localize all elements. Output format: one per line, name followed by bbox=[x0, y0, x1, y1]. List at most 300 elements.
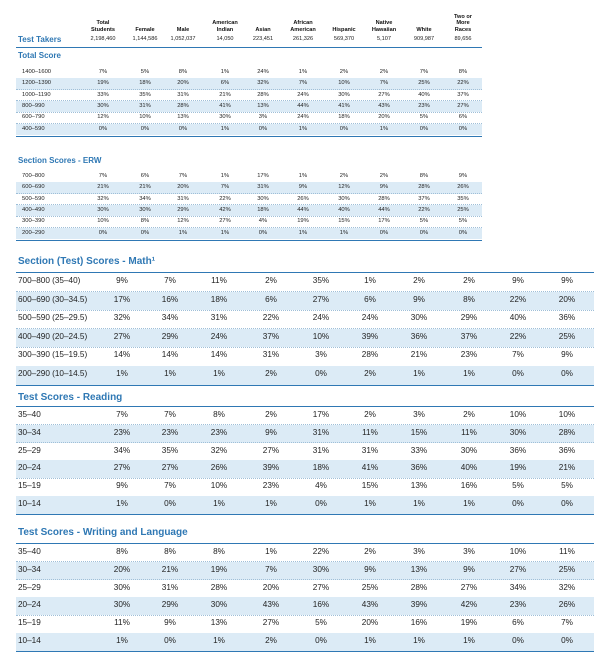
row-label: 200–290 bbox=[22, 229, 45, 236]
column-header bbox=[161, 27, 205, 33]
row-label: 1200–1390 bbox=[22, 80, 52, 87]
table-cell: 20% bbox=[361, 618, 379, 628]
table-cell: 3% bbox=[413, 547, 425, 556]
table-cell: 7% bbox=[561, 618, 573, 628]
table-cell: 2% bbox=[339, 173, 349, 179]
table-cell: 20% bbox=[113, 564, 131, 574]
table-cell: 15% bbox=[410, 427, 428, 437]
table-cell: 21% bbox=[219, 91, 231, 98]
table-cell: 30% bbox=[97, 206, 109, 213]
table-cell: 9% bbox=[561, 276, 573, 285]
table-cell: 21% bbox=[161, 564, 179, 574]
table-cell: 8% bbox=[213, 410, 225, 419]
test-takers-value: 261,326 bbox=[292, 36, 314, 42]
table-cell: 8% bbox=[140, 218, 150, 225]
table-cell: 1% bbox=[116, 499, 128, 508]
table-cell: 7% bbox=[419, 69, 429, 75]
table-cell: 30% bbox=[113, 600, 131, 610]
table-cell: 9% bbox=[164, 618, 176, 628]
test-takers-value: 14,050 bbox=[216, 36, 234, 42]
row-label: 30–34 bbox=[18, 564, 41, 574]
table-cell: 27% bbox=[113, 331, 131, 341]
table-cell: 41% bbox=[361, 463, 379, 473]
table-cell: 8% bbox=[164, 547, 176, 556]
table-cell: 18% bbox=[312, 463, 330, 473]
table-cell: 27% bbox=[378, 91, 390, 98]
table-cell: 25% bbox=[558, 331, 576, 341]
table-cell: 0% bbox=[458, 125, 468, 132]
table-cell: 1% bbox=[164, 369, 176, 378]
table-cell: 30% bbox=[312, 564, 330, 574]
table-cell: 18% bbox=[139, 80, 151, 87]
table-cell: 13% bbox=[257, 102, 269, 109]
divider bbox=[16, 136, 482, 137]
row-label: 600–690 (30–34.5) bbox=[18, 294, 88, 304]
column-header-line: Races bbox=[454, 26, 472, 33]
table-cell: 9% bbox=[116, 276, 128, 285]
table-cell: 12% bbox=[97, 114, 109, 121]
row-label: 500–590 (25–29.5) bbox=[18, 313, 88, 323]
table-cell: 0% bbox=[140, 125, 150, 132]
table-cell: 22% bbox=[219, 195, 231, 202]
table-cell: 24% bbox=[312, 313, 330, 323]
table-cell: 1% bbox=[413, 369, 425, 378]
table-cell: 1% bbox=[213, 499, 225, 508]
table-cell: 11% bbox=[461, 427, 477, 437]
table-cell: 41% bbox=[338, 102, 350, 109]
test-takers-value: 909,987 bbox=[413, 36, 435, 42]
table-cell: 0% bbox=[512, 499, 524, 508]
column-header bbox=[281, 20, 325, 33]
column-header-line: Male bbox=[176, 26, 190, 33]
table-cell: 1% bbox=[213, 369, 225, 378]
table-cell: 0% bbox=[178, 125, 188, 132]
table-cell: 2% bbox=[265, 410, 277, 419]
table-cell: 1% bbox=[463, 636, 475, 645]
table-cell: 8% bbox=[178, 69, 188, 75]
table-cell: 0% bbox=[339, 125, 349, 132]
table-cell: 6% bbox=[512, 618, 524, 628]
table-cell: 1% bbox=[339, 229, 349, 236]
table-cell: 7% bbox=[116, 410, 128, 419]
table-cell: 37% bbox=[457, 91, 469, 98]
table-cell: 0% bbox=[315, 499, 327, 508]
table-cell: 39% bbox=[410, 600, 428, 610]
table-cell: 15% bbox=[338, 218, 350, 225]
table-cell: 27% bbox=[457, 102, 469, 109]
table-cell: 13% bbox=[210, 618, 228, 628]
column-header bbox=[81, 20, 125, 33]
table-cell: 18% bbox=[338, 114, 350, 121]
table-cell: 0% bbox=[98, 229, 108, 236]
table-cell: 1% bbox=[265, 499, 277, 508]
table-cell: 40% bbox=[338, 206, 350, 213]
table-cell: 4% bbox=[258, 218, 268, 225]
table-cell: 9% bbox=[379, 184, 389, 191]
table-cell: 23% bbox=[210, 427, 228, 437]
table-cell: 10% bbox=[509, 410, 527, 419]
row-label: 700–800 (35–40) bbox=[18, 276, 81, 285]
table-cell: 17% bbox=[113, 294, 131, 304]
column-header-line: American bbox=[290, 26, 316, 33]
table-cell: 43% bbox=[361, 600, 379, 610]
table-cell: 0% bbox=[315, 636, 327, 645]
table-cell: 9% bbox=[463, 564, 475, 574]
table-cell: 22% bbox=[312, 547, 330, 556]
row-label: 20–24 bbox=[18, 463, 41, 473]
divider bbox=[16, 47, 482, 48]
table-cell: 40% bbox=[418, 91, 430, 98]
table-cell: 0% bbox=[419, 125, 429, 132]
table-cell: 2% bbox=[265, 636, 277, 645]
table-cell: 0% bbox=[512, 369, 524, 378]
table-cell: 13% bbox=[410, 564, 428, 574]
table-cell: 1% bbox=[364, 276, 376, 285]
table-cell: 29% bbox=[177, 206, 189, 213]
table-cell: 20% bbox=[177, 184, 189, 191]
table-cell: 31% bbox=[210, 313, 228, 323]
table-cell: 15% bbox=[361, 481, 379, 491]
table-cell: 18% bbox=[210, 294, 228, 304]
table-cell: 34% bbox=[161, 313, 179, 323]
table-cell: 5% bbox=[315, 618, 327, 628]
table-cell: 10% bbox=[338, 80, 350, 87]
table-cell: 32% bbox=[257, 80, 269, 87]
column-header-line: Asian bbox=[255, 26, 271, 33]
table-cell: 42% bbox=[219, 206, 231, 213]
column-header bbox=[362, 20, 406, 33]
table-cell: 31% bbox=[262, 350, 280, 360]
table-cell: 1% bbox=[364, 499, 376, 508]
row-label: 700–800 bbox=[22, 173, 45, 179]
table-cell: 0% bbox=[258, 125, 268, 132]
table-cell: 0% bbox=[419, 229, 429, 236]
table-cell: 2% bbox=[463, 410, 475, 419]
table-cell: 5% bbox=[512, 481, 524, 491]
table-cell: 30% bbox=[338, 91, 350, 98]
table-cell: 21% bbox=[97, 184, 109, 191]
table-cell: 35% bbox=[139, 91, 151, 98]
table-cell: 44% bbox=[378, 206, 390, 213]
table-cell: 9% bbox=[413, 294, 425, 304]
table-cell: 30% bbox=[509, 427, 527, 437]
table-cell: 20% bbox=[262, 582, 280, 592]
table-cell: 0% bbox=[258, 229, 268, 236]
table-cell: 7% bbox=[164, 276, 176, 285]
table-cell: 16% bbox=[410, 618, 428, 628]
table-cell: 10% bbox=[312, 331, 330, 341]
table-cell: 1% bbox=[413, 499, 425, 508]
column-header-line: Total bbox=[96, 20, 110, 27]
table-cell: 2% bbox=[413, 276, 425, 285]
table-cell: 2% bbox=[265, 276, 277, 285]
column-header-line: More bbox=[456, 20, 470, 27]
table-cell: 21% bbox=[558, 463, 576, 473]
column-header-line: Female bbox=[135, 26, 155, 33]
table-cell: 0% bbox=[379, 229, 389, 236]
table-cell: 7% bbox=[164, 481, 176, 491]
table-cell: 5% bbox=[458, 218, 468, 225]
table-cell: 13% bbox=[177, 114, 189, 121]
table-cell: 1% bbox=[213, 636, 225, 645]
table-cell: 7% bbox=[164, 410, 176, 419]
table-cell: 21% bbox=[139, 184, 151, 191]
table-cell: 7% bbox=[98, 173, 108, 179]
column-header-line: African bbox=[293, 20, 313, 27]
table-cell: 22% bbox=[457, 80, 469, 87]
row-label: 600–690 bbox=[22, 184, 45, 191]
table-cell: 10% bbox=[210, 481, 228, 491]
table-cell: 7% bbox=[98, 69, 108, 75]
table-cell: 30% bbox=[97, 102, 109, 109]
table-cell: 31% bbox=[139, 102, 151, 109]
table-cell: 35% bbox=[161, 445, 179, 455]
table-cell: 0% bbox=[512, 636, 524, 645]
test-takers-label: Test Takers bbox=[18, 35, 62, 44]
table-cell: 6% bbox=[220, 80, 230, 87]
table-cell: 30% bbox=[210, 600, 228, 610]
table-cell: 28% bbox=[210, 582, 228, 592]
table-cell: 43% bbox=[262, 600, 280, 610]
column-header-line: Two or bbox=[454, 13, 472, 20]
row-label: 35–40 bbox=[18, 547, 41, 556]
table-cell: 1% bbox=[178, 229, 188, 236]
table-cell: 2% bbox=[364, 547, 376, 556]
table-cell: 4% bbox=[315, 481, 327, 491]
table-cell: 36% bbox=[410, 463, 428, 473]
table-cell: 1% bbox=[220, 125, 230, 132]
table-cell: 32% bbox=[210, 445, 228, 455]
table-cell: 1% bbox=[298, 125, 308, 132]
table-cell: 24% bbox=[297, 91, 309, 98]
table-cell: 1% bbox=[364, 636, 376, 645]
table-cell: 28% bbox=[361, 350, 379, 360]
section-title-reading: Test Scores - Reading bbox=[18, 392, 123, 403]
table-cell: 2% bbox=[339, 69, 349, 75]
table-cell: 10% bbox=[97, 218, 109, 225]
table-cell: 20% bbox=[558, 294, 576, 304]
table-cell: 34% bbox=[509, 582, 527, 592]
table-cell: 10% bbox=[509, 547, 527, 556]
row-label: 300–390 bbox=[22, 218, 45, 225]
table-cell: 23% bbox=[460, 350, 478, 360]
table-cell: 19% bbox=[97, 80, 109, 87]
table-cell: 27% bbox=[262, 618, 280, 628]
table-cell: 27% bbox=[113, 463, 131, 473]
test-takers-value: 1,052,037 bbox=[170, 36, 196, 42]
row-label: 15–19 bbox=[18, 618, 41, 628]
table-cell: 1% bbox=[379, 125, 389, 132]
table-cell: 0% bbox=[561, 499, 573, 508]
table-cell: 23% bbox=[161, 427, 179, 437]
row-label: 25–29 bbox=[18, 445, 41, 455]
table-cell: 1% bbox=[298, 173, 308, 179]
table-cell: 37% bbox=[460, 331, 478, 341]
table-cell: 21% bbox=[410, 350, 428, 360]
table-cell: 6% bbox=[140, 173, 150, 179]
table-cell: 0% bbox=[164, 499, 176, 508]
table-cell: 1% bbox=[298, 229, 308, 236]
table-cell: 44% bbox=[297, 102, 309, 109]
table-cell: 36% bbox=[410, 331, 428, 341]
column-header-line: Students bbox=[91, 26, 115, 33]
table-cell: 24% bbox=[297, 114, 309, 121]
table-cell: 1% bbox=[298, 69, 308, 75]
table-cell: 31% bbox=[361, 445, 379, 455]
column-header-line: Indian bbox=[216, 26, 234, 33]
table-cell: 17% bbox=[257, 173, 269, 179]
table-cell: 25% bbox=[558, 564, 576, 574]
row-label: 500–590 bbox=[22, 195, 45, 202]
table-cell: 11% bbox=[362, 427, 378, 437]
table-cell: 27% bbox=[509, 564, 527, 574]
table-cell: 7% bbox=[178, 173, 188, 179]
table-cell: 8% bbox=[463, 294, 475, 304]
row-label: 200–290 (10–14.5) bbox=[18, 369, 88, 378]
table-cell: 28% bbox=[418, 184, 430, 191]
table-cell: 27% bbox=[312, 294, 330, 304]
table-cell: 25% bbox=[361, 582, 379, 592]
table-cell: 8% bbox=[116, 547, 128, 556]
test-takers-value: 223,451 bbox=[252, 36, 274, 42]
section-title-erw: Section Scores - ERW bbox=[18, 156, 102, 165]
table-cell: 0% bbox=[561, 369, 573, 378]
test-takers-value: 89,656 bbox=[454, 36, 472, 42]
column-header bbox=[441, 14, 485, 33]
table-cell: 29% bbox=[161, 600, 179, 610]
table-cell: 9% bbox=[561, 350, 573, 360]
column-header bbox=[241, 27, 285, 33]
table-cell: 6% bbox=[265, 294, 277, 304]
table-cell: 13% bbox=[410, 481, 428, 491]
table-cell: 36% bbox=[509, 445, 527, 455]
table-cell: 41% bbox=[219, 102, 231, 109]
table-cell: 23% bbox=[262, 481, 280, 491]
table-cell: 30% bbox=[219, 114, 231, 121]
table-cell: 19% bbox=[210, 564, 228, 574]
row-label: 35–40 bbox=[18, 410, 41, 419]
table-cell: 14% bbox=[161, 350, 179, 360]
table-cell: 24% bbox=[210, 331, 228, 341]
column-header-line: American bbox=[212, 20, 238, 27]
table-cell: 2% bbox=[364, 410, 376, 419]
row-label: 1000–1190 bbox=[22, 91, 51, 98]
table-cell: 31% bbox=[312, 427, 330, 437]
table-cell: 0% bbox=[98, 125, 108, 132]
table-cell: 29% bbox=[460, 313, 478, 323]
test-takers-value: 569,370 bbox=[333, 36, 355, 42]
table-cell: 8% bbox=[213, 547, 225, 556]
table-cell: 42% bbox=[460, 600, 478, 610]
table-cell: 28% bbox=[558, 427, 576, 437]
row-label: 400–490 (20–24.5) bbox=[18, 331, 88, 341]
row-label: 10–14 bbox=[18, 499, 41, 508]
table-cell: 25% bbox=[457, 206, 469, 213]
row-label: 30–34 bbox=[18, 427, 41, 437]
column-header-line: Hawaiian bbox=[371, 26, 397, 33]
table-cell: 30% bbox=[338, 195, 350, 202]
table-cell: 32% bbox=[97, 195, 109, 202]
table-cell: 3% bbox=[315, 350, 327, 360]
table-cell: 23% bbox=[113, 427, 131, 437]
table-cell: 2% bbox=[379, 69, 389, 75]
table-cell: 1% bbox=[116, 369, 128, 378]
table-cell: 7% bbox=[298, 80, 308, 87]
table-cell: 44% bbox=[297, 206, 309, 213]
table-cell: 30% bbox=[113, 582, 131, 592]
test-takers-value: 2,198,460 bbox=[90, 36, 116, 42]
table-cell: 0% bbox=[164, 636, 176, 645]
table-cell: 1% bbox=[220, 173, 230, 179]
table-cell: 11% bbox=[211, 276, 227, 285]
row-label: 1400–1600 bbox=[22, 69, 52, 75]
table-cell: 26% bbox=[558, 600, 576, 610]
row-label: 400–590 bbox=[22, 125, 45, 132]
table-cell: 32% bbox=[558, 582, 576, 592]
column-header bbox=[402, 27, 446, 33]
table-cell: 29% bbox=[161, 331, 179, 341]
table-cell: 6% bbox=[458, 114, 468, 121]
table-cell: 16% bbox=[460, 481, 478, 491]
table-cell: 39% bbox=[361, 331, 379, 341]
column-header-line: Native bbox=[375, 20, 393, 27]
table-cell: 17% bbox=[312, 410, 330, 419]
table-cell: 5% bbox=[561, 481, 573, 491]
table-cell: 31% bbox=[177, 91, 189, 98]
table-cell: 31% bbox=[257, 184, 269, 191]
table-cell: 1% bbox=[463, 499, 475, 508]
table-cell: 7% bbox=[220, 184, 230, 191]
row-label: 400–490 bbox=[22, 206, 45, 213]
divider bbox=[16, 385, 594, 386]
table-cell: 19% bbox=[297, 218, 309, 225]
row-label: 600–790 bbox=[22, 114, 45, 121]
table-cell: 20% bbox=[177, 80, 189, 87]
row-label: 15–19 bbox=[18, 481, 41, 491]
table-cell: 27% bbox=[312, 582, 330, 592]
table-cell: 31% bbox=[177, 195, 189, 202]
table-cell: 3% bbox=[463, 547, 475, 556]
table-cell: 16% bbox=[312, 600, 330, 610]
table-cell: 1% bbox=[220, 229, 230, 236]
table-cell: 27% bbox=[219, 218, 231, 225]
table-cell: 16% bbox=[161, 294, 179, 304]
table-cell: 30% bbox=[410, 313, 428, 323]
table-cell: 8% bbox=[458, 69, 468, 75]
table-cell: 10% bbox=[558, 410, 576, 419]
table-cell: 36% bbox=[558, 313, 576, 323]
table-cell: 28% bbox=[410, 582, 428, 592]
table-cell: 28% bbox=[177, 102, 189, 109]
table-cell: 30% bbox=[139, 206, 151, 213]
table-cell: 40% bbox=[509, 313, 527, 323]
table-cell: 37% bbox=[262, 331, 280, 341]
table-cell: 10% bbox=[139, 114, 151, 121]
table-cell: 1% bbox=[413, 636, 425, 645]
table-cell: 9% bbox=[458, 173, 468, 179]
test-takers-value: 1,144,586 bbox=[132, 36, 158, 42]
test-takers-value: 5,107 bbox=[377, 36, 391, 42]
section-title-writing: Test Scores - Writing and Language bbox=[18, 527, 188, 538]
row-label: 800–990 bbox=[22, 102, 45, 109]
table-cell: 19% bbox=[460, 618, 478, 628]
row-label: 300–390 (15–19.5) bbox=[18, 350, 88, 360]
table-cell: 0% bbox=[561, 636, 573, 645]
table-cell: 31% bbox=[161, 582, 179, 592]
table-cell: 9% bbox=[265, 427, 277, 437]
table-cell: 22% bbox=[418, 206, 430, 213]
table-cell: 27% bbox=[460, 582, 478, 592]
